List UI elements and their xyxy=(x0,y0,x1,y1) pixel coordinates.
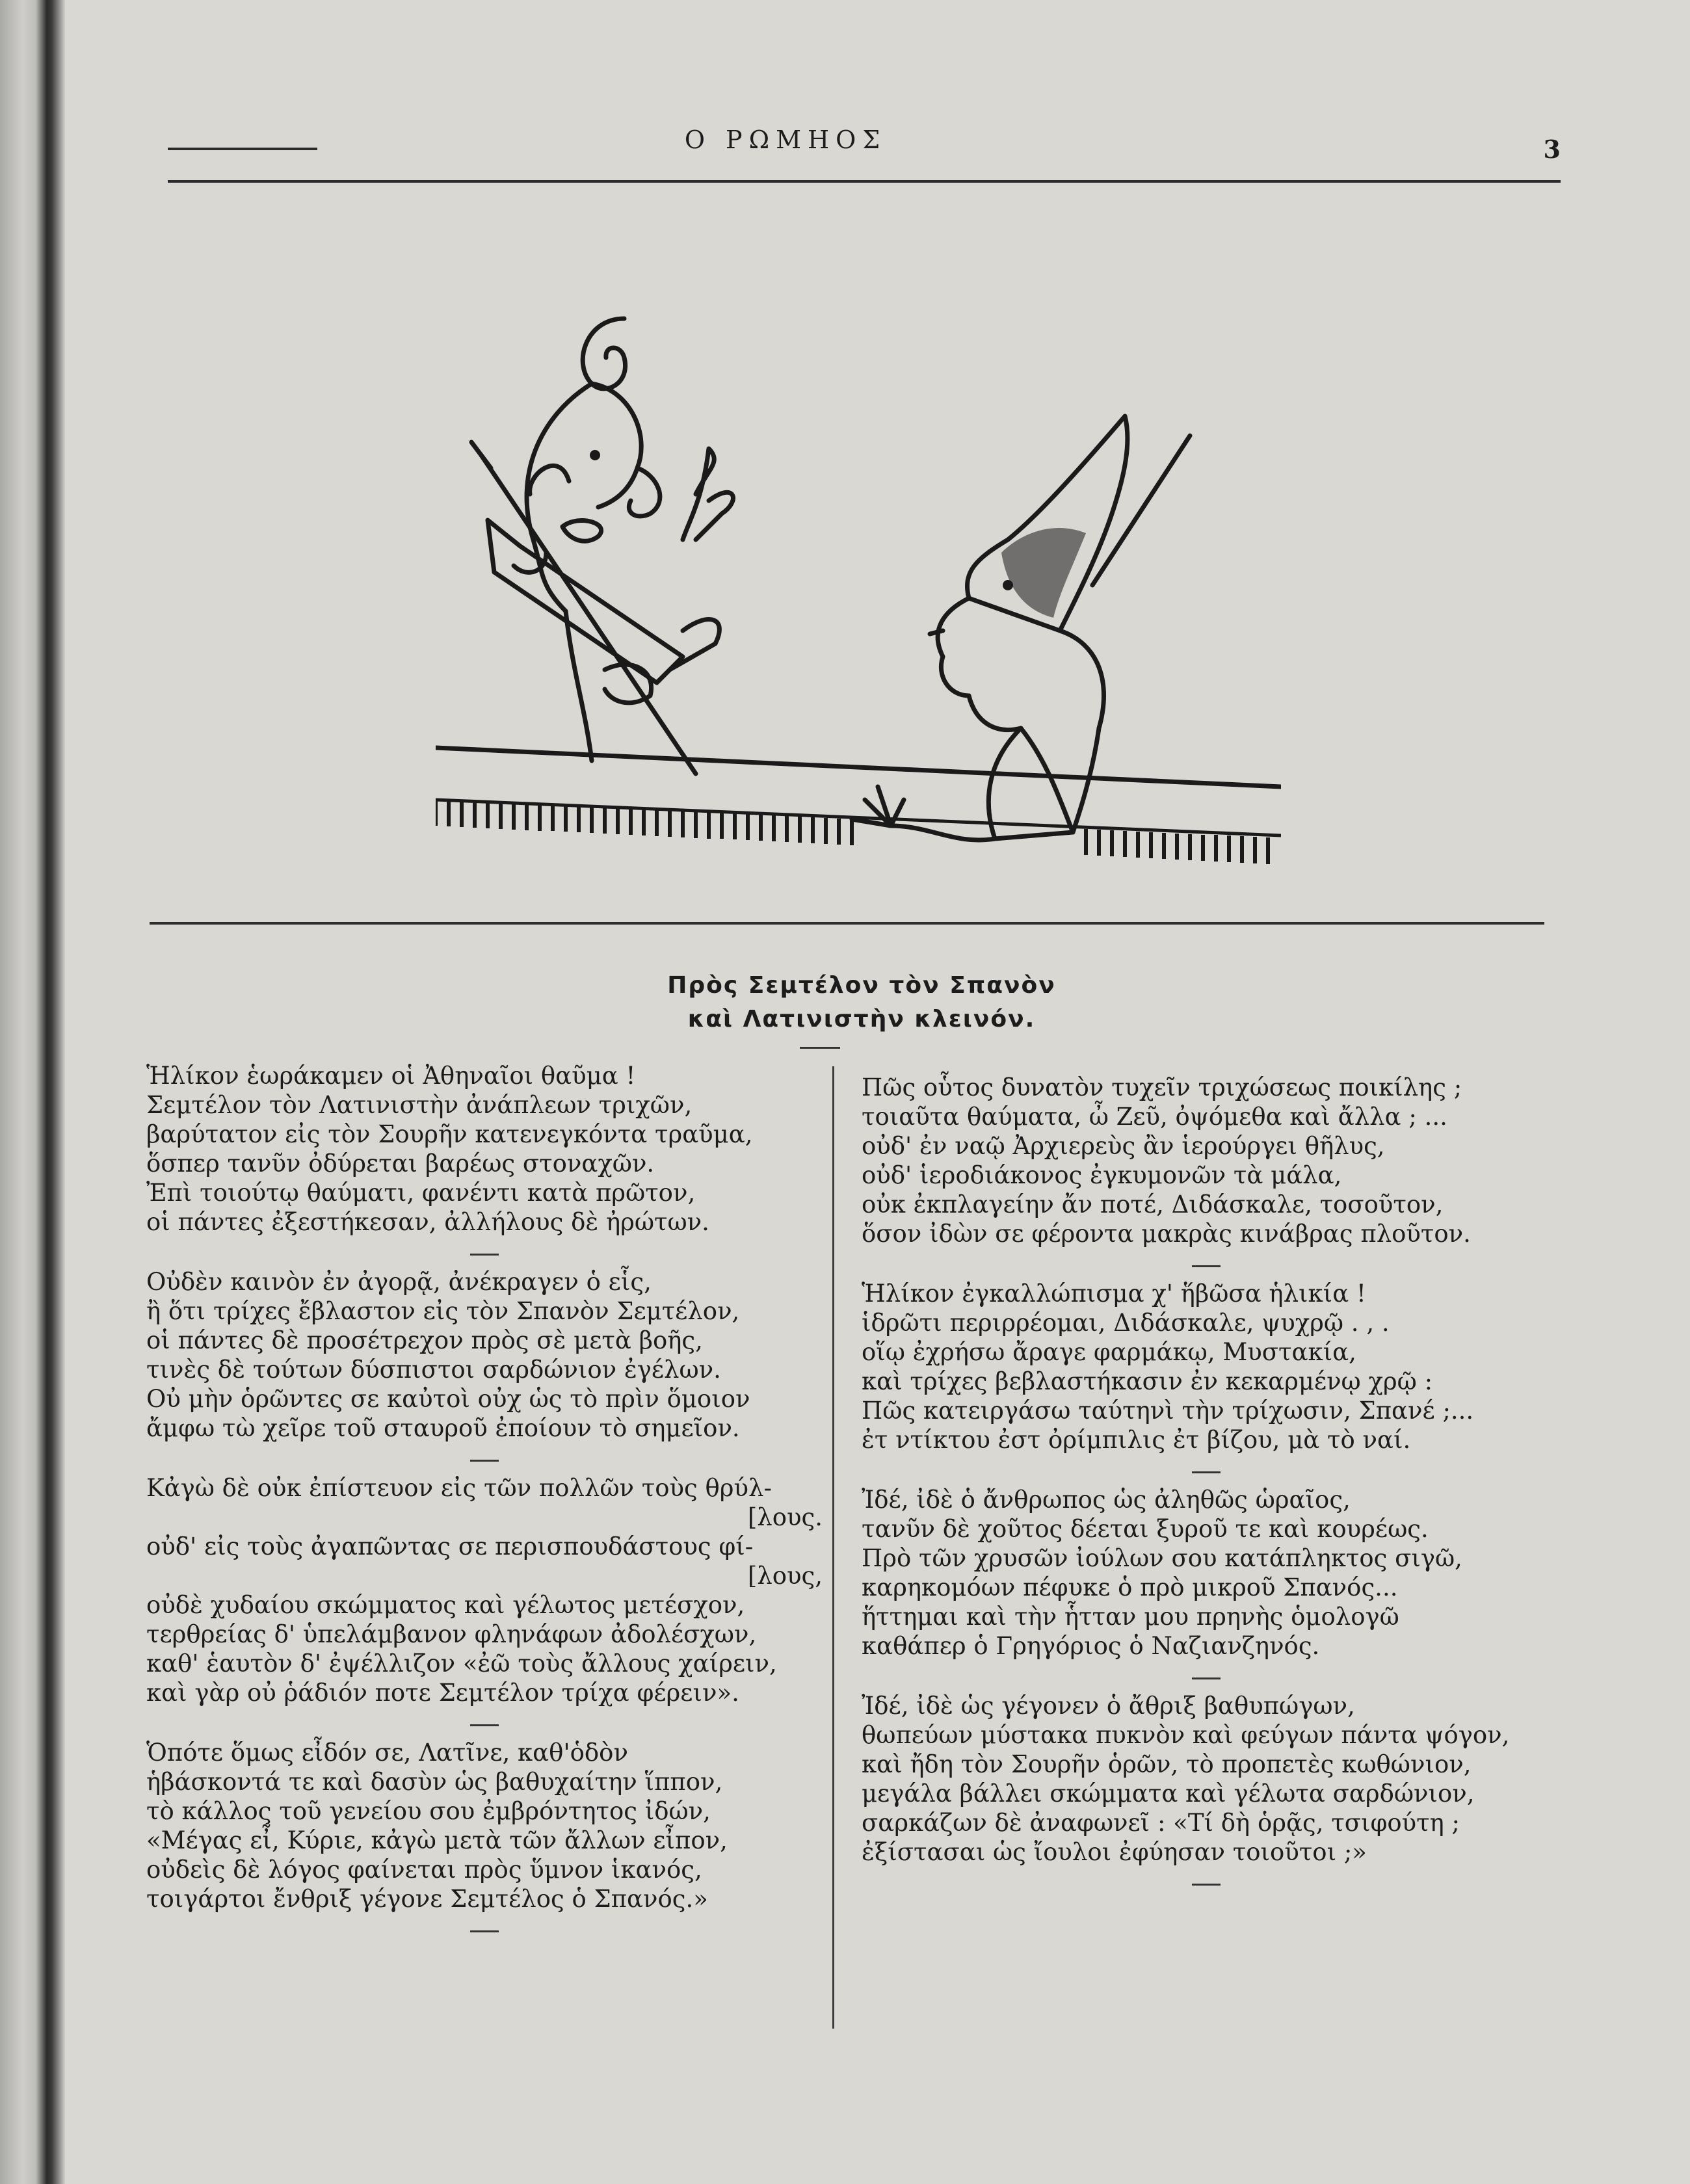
verse-line: μεγάλα βάλλει σκώμματα καὶ γέλωτα σαρδώνιον, xyxy=(862,1780,1475,1808)
verse-line: καθάπερ ὁ Γρηγόριος ὁ Ναζιανζηνός. xyxy=(862,1632,1320,1660)
poem-right-column xyxy=(862,1073,1551,1897)
verse-line: καὶ γὰρ οὐ ῥάδιόν ποτε Σεμτέλον τρίχα φέρειν». xyxy=(146,1679,739,1707)
verse-line: οἱ πάντες ἐξεστήκεσαν, ἀλλήλους δὲ ἠρώτων. xyxy=(146,1208,709,1236)
verse-line: Πρὸ τῶν χρυσῶν ἰούλων σου κατάπληκτος σιγῶ, xyxy=(862,1544,1462,1572)
verse-line: ἱδρῶτι περιρρέομαι, Διδάσκαλε, ψυχρῷ . , . xyxy=(862,1309,1390,1337)
binding-gutter xyxy=(0,0,65,2184)
verse-line: καὶ ἤδη τὸν Σουρῆν ὁρῶν, τὸ προπετὲς κωθώνιον, xyxy=(862,1750,1472,1778)
verse-line: Ἡλίκον ἐγκαλλώπισμα χ' ἥβῶσα ἡλικία ! xyxy=(862,1280,1366,1308)
stanza-separator xyxy=(1192,1884,1221,1886)
verse-line: οὐδ' ἐν ναῷ Ἀρχιερεὺς ἂν ἱερούργει θῆλυς, xyxy=(862,1132,1385,1160)
verse-line: Ὁπότε ὅμως εἶδόν σε, Λατῖνε, καθ'ὁδὸν xyxy=(146,1739,628,1767)
verse-line: ἢ ὅτι τρίχες ἔβλαστον εἰς τὸν Σπανὸν Σεμτέλον, xyxy=(146,1297,740,1325)
verse-line: ἄμφω τὼ χεῖρε τοῦ σταυροῦ ἐποίουν τὸ σημεῖον. xyxy=(146,1414,740,1442)
stanza xyxy=(146,1267,823,1443)
page-number: 3 xyxy=(1543,135,1561,164)
verse-line: τοιαῦτα θαύματα, ὦ Ζεῦ, ὀψόμεθα καὶ ἄλλα ; ... xyxy=(862,1103,1447,1131)
newspaper-title: Ο ΡΩΜΗΟΣ xyxy=(684,125,887,154)
poem-title-line-2: καὶ Λατινιστὴν κλεινόν. xyxy=(687,1006,1036,1033)
verse-line: ἥττημαι καὶ τὴν ἧτταν μου πρηνὴς ὁμολογῶ xyxy=(862,1603,1399,1631)
verse-continuation: [λους. xyxy=(747,1503,823,1531)
verse-line: Οὐδὲν καινὸν ἐν ἀγορᾷ, ἀνέκραγεν ὁ εἷς, xyxy=(146,1268,652,1296)
stanza-separator xyxy=(470,1930,499,1932)
stanza-separator xyxy=(470,1724,499,1726)
poem-left-column xyxy=(146,1061,823,1944)
verse-line: Πῶς οὗτος δυνατὸν τυχεῖν τριχώσεως ποικίλης ; xyxy=(862,1073,1462,1101)
verse-line: Οὐ μὴν ὁρῶντες σε καὐτοὶ οὐχ ὡς τὸ πρὶν ὅμοιον xyxy=(146,1385,750,1413)
verse-line: Κἀγὼ δὲ οὐκ ἐπίστευον εἰς τῶν πολλῶν τοὺς θρύλ- xyxy=(146,1474,772,1502)
verse-line: καθ' ἑαυτὸν δ' ἐψέλλιζον «ἐῶ τοὺς ἄλλους χαίρειν, xyxy=(146,1650,777,1677)
verse-line: καρηκομόων πέφυκε ὁ πρὸ μικροῦ Σπανός... xyxy=(862,1573,1398,1601)
verse-line: Πῶς κατειργάσω ταύτηνὶ τὴν τρίχωσιν, Σπανέ ;... xyxy=(862,1397,1474,1425)
verse-line: τοιγάρτοι ἔνθριξ γέγονε Σεμτέλος ὁ Σπανός.» xyxy=(146,1885,708,1913)
verse-line: οὐκ ἐκπλαγείην ἄν ποτέ, Διδάσκαλε, τοσοῦτον, xyxy=(862,1191,1444,1218)
verse-line: ὅσον ἰδὼν σε φέροντα μακρὰς κινάβρας πλοῦτον. xyxy=(862,1220,1471,1248)
stanza-separator xyxy=(1192,1265,1221,1267)
verse-line: ὅσπερ τανῦν ὀδύρεται βαρέως στοναχῶν. xyxy=(146,1150,655,1178)
verse-line: τὸ κάλλος τοῦ γενείου σου ἐμβρόντητος ἰδών, xyxy=(146,1797,711,1825)
verse-line: οὐδ' ἱεροδιάκονος ἐγκυμονῶν τὰ μάλα, xyxy=(862,1161,1342,1189)
verse-line: «Μέγας εἶ, Κύριε, κἀγὼ μετὰ τῶν ἄλλων εἶπον, xyxy=(146,1826,728,1854)
verse-line: Ἰδέ, ἰδὲ ὡς γέγονεν ὁ ἄθριξ βαθυπώγων, xyxy=(862,1692,1355,1720)
verse-line: ἐτ ντίκτου ἐστ ὀρίμπιλις ἐτ βίζου, μὰ τὸ ναί. xyxy=(862,1426,1411,1454)
verse-line: τανῦν δὲ χοῦτος δέεται ξυροῦ τε καὶ κουρέως. xyxy=(862,1515,1429,1543)
column-divider xyxy=(832,1066,834,2029)
header-rule xyxy=(168,180,1561,183)
verse-line: Ἰδέ, ἰδὲ ὁ ἄνθρωπος ὡς ἀληθῶς ὡραῖος, xyxy=(862,1486,1351,1514)
verse-line: Ἡλίκον ἑωράκαμεν οἱ Ἀθηναῖοι θαῦμα ! xyxy=(146,1062,636,1090)
stanza xyxy=(862,1691,1551,1867)
title-dash xyxy=(800,1047,840,1049)
verse-line: βαρύτατον εἰς τὸν Σουρῆν κατενεγκόντα τραῦμα, xyxy=(146,1120,753,1148)
verse-line: θωπεύων μύστακα πυκνὸν καὶ φεύγων πάντα ψόγον, xyxy=(862,1721,1510,1749)
verse-line: τινὲς δὲ τούτων δύσπιστοι σαρδώνιον ἐγέλων. xyxy=(146,1356,721,1384)
verse-line: οὐδεὶς δὲ λόγος φαίνεται πρὸς ὕμνον ἱκανός, xyxy=(146,1856,702,1884)
stanza xyxy=(862,1485,1551,1661)
verse-line: Σεμτέλον τὸν Λατινιστὴν ἀνάπλεων τριχῶν, xyxy=(146,1091,693,1119)
verse-line: οἱ πάντες δὲ προσέτρεχον πρὸς σὲ μετὰ βοῆς, xyxy=(146,1326,703,1354)
stanza-separator xyxy=(1192,1471,1221,1473)
stanza xyxy=(862,1279,1551,1454)
verse-line: οὐδ' εἰς τοὺς ἀγαπῶντας σε περισπουδάστους φί- xyxy=(146,1533,754,1560)
verse-line: σαρκάζων δὲ ἀναφωνεῖ : «Τί δὴ ὁρᾷς, τσιφούτη ; xyxy=(862,1809,1460,1837)
stanza xyxy=(862,1073,1551,1248)
verse-line: Ἐπὶ τοιούτῳ θαύματι, φανέντι κατὰ πρῶτον, xyxy=(146,1179,696,1207)
verse-line: καὶ τρίχες βεβλαστήκασιν ἐν κεκαρμένῳ χρῷ : xyxy=(862,1367,1433,1395)
verse-line: ἐξίστασαι ὡς ἴουλοι ἐφύησαν τοιοῦτοι ;» xyxy=(862,1838,1367,1866)
page-header xyxy=(168,120,1561,185)
caricature-cartoon-icon xyxy=(436,306,1281,865)
section-divider xyxy=(150,922,1544,925)
stanza xyxy=(146,1061,823,1237)
poem-title-line-1: Πρὸς Σεμτέλον τὸν Σπανὸν xyxy=(667,972,1056,999)
stanza xyxy=(146,1473,823,1707)
verse-line: ἡβάσκοντά τε καὶ δασὺν ὡς βαθυχαίτην ἵππον, xyxy=(146,1768,723,1796)
stanza-separator xyxy=(1192,1677,1221,1679)
verse-continuation: [λους, xyxy=(747,1562,823,1590)
stanza xyxy=(146,1738,823,1914)
verse-line: οὐδὲ χυδαίου σκώμματος καὶ γέλωτος μετέσχον, xyxy=(146,1591,745,1619)
stanza-separator xyxy=(470,1254,499,1256)
verse-line: οἵῳ ἐχρήσω ἄραγε φαρμάκῳ, Μυστακία, xyxy=(862,1338,1356,1366)
stanza-separator xyxy=(470,1460,499,1462)
verse-line: τερθρείας δ' ὑπελάμβανον φληνάφων ἀδολέσχων, xyxy=(146,1620,757,1648)
